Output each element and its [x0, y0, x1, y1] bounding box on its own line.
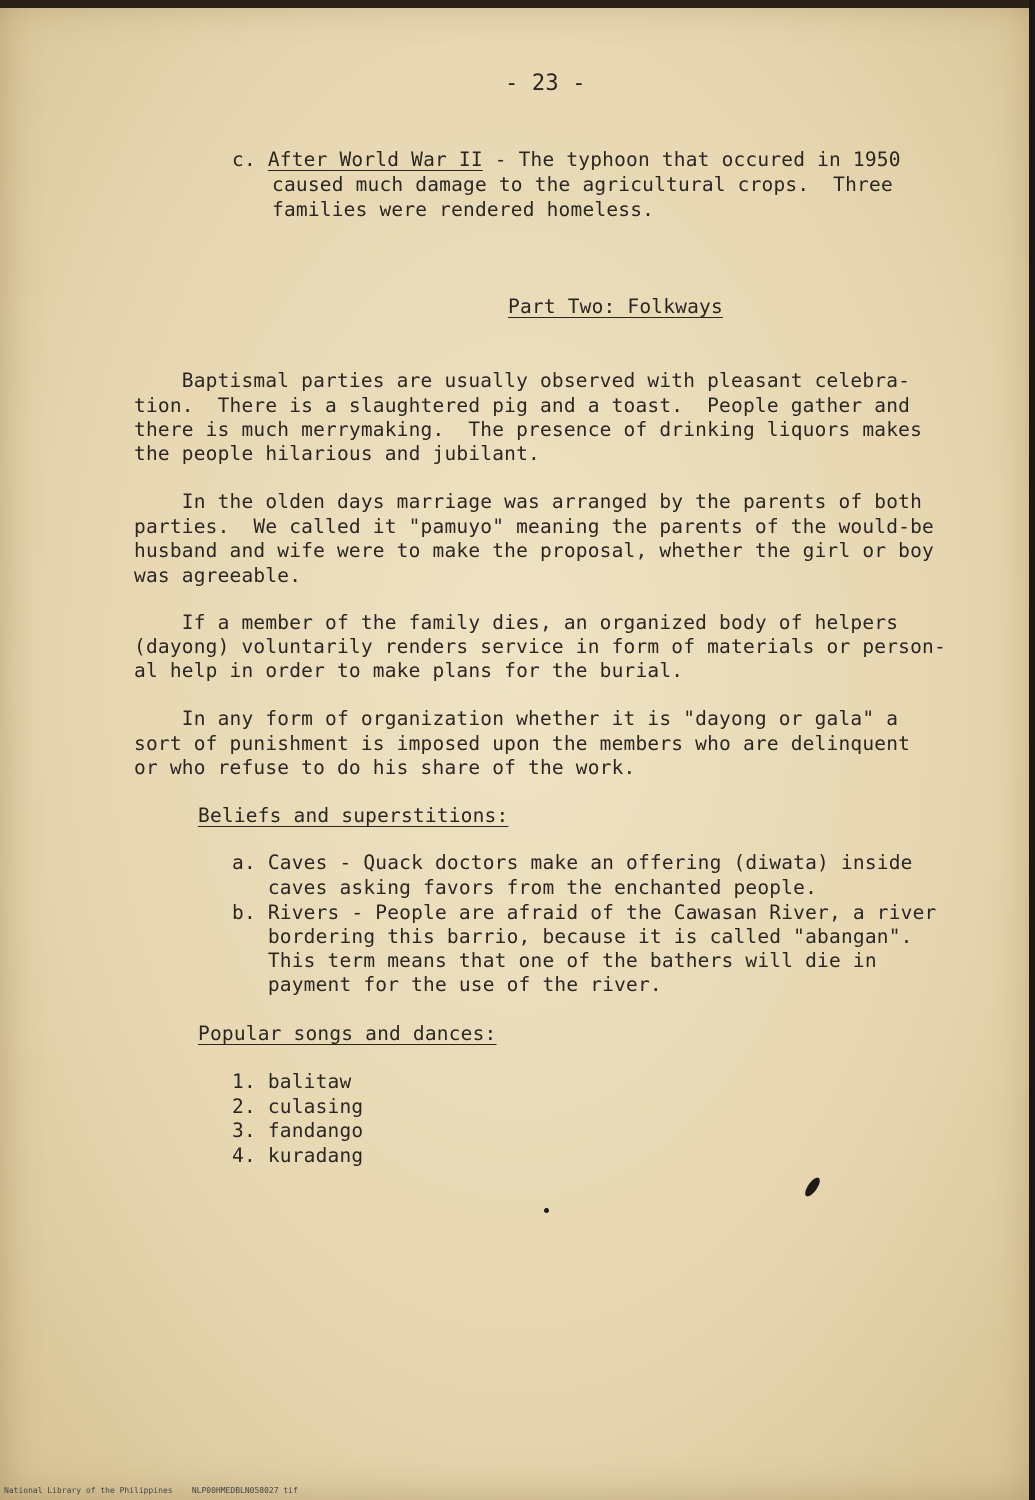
paragraph-2-line-1: In the olden days marriage was arranged by the parents of both: [134, 490, 923, 513]
paragraph-2-line-4: was agreeable.: [134, 564, 302, 587]
paragraph-1-line-2: tion. There is a slaughtered pig and a toast. People gather and: [134, 394, 911, 417]
scan-edge-top: [0, 0, 1035, 8]
paragraph-4-line-2: sort of punishment is imposed upon the members who are delinquent: [134, 732, 911, 755]
paragraph-4-line-1: In any form of organization whether it is "dayong or gala" a: [134, 707, 899, 730]
song-item-1: 1. balitaw: [232, 1070, 352, 1093]
ink-smudge: [803, 1175, 823, 1198]
paragraph-3-line-1: If a member of the family dies, an organized body of helpers: [134, 611, 899, 634]
paragraph-1-line-4: the people hilarious and jubilant.: [134, 442, 540, 465]
songs-heading: Popular songs and dances:: [198, 1022, 497, 1045]
paragraph-3-line-2: (dayong) voluntarily renders service in form of materials or person-: [134, 635, 946, 658]
section-c-label: c.: [232, 148, 256, 171]
song-item-3: 3. fandango: [232, 1119, 364, 1142]
section-c-line-3: families were rendered homeless.: [272, 198, 655, 221]
belief-b-line-4: payment for the use of the river.: [232, 973, 662, 996]
section-c-heading: After World War II: [267, 148, 483, 171]
song-item-4: 4. kuradang: [232, 1144, 364, 1167]
section-c: [232, 148, 901, 173]
paragraph-1-line-1: Baptismal parties are usually observed with pleasant celebra-: [134, 369, 911, 392]
section-c-line-1: - The typhoon that occured in 1950: [482, 148, 901, 171]
beliefs-heading: Beliefs and superstitions:: [198, 804, 509, 827]
belief-b-line-2: bordering this barrio, because it is called "abangan".: [232, 925, 913, 948]
ink-dot: [544, 1208, 549, 1213]
part-title: Part Two: Folkways: [508, 295, 723, 318]
belief-b-line-3: This term means that one of the bathers will die in: [232, 949, 877, 972]
paragraph-3-line-3: al help in order to make plans for the burial.: [134, 659, 684, 682]
scan-edge-right: [1029, 0, 1035, 1500]
belief-a-line-2: caves asking favors from the enchanted people.: [232, 876, 818, 899]
paragraph-2-line-3: husband and wife were to make the proposal, whether the girl or boy: [134, 539, 934, 562]
page-number: - 23 -: [505, 71, 586, 96]
paragraph-1-line-3: there is much merrymaking. The presence of drinking liquors makes: [134, 418, 923, 441]
paragraph-4-line-3: or who refuse to do his share of the work.: [134, 756, 636, 779]
belief-b-line-1: b. Rivers - People are afraid of the Cawasan River, a river: [232, 901, 937, 924]
song-item-2: 2. culasing: [232, 1095, 364, 1118]
section-c-line-2: caused much damage to the agricultural crops. Three: [272, 173, 893, 196]
scan-footer: National Library of the Philippines NLP00HMEDBLN058027 tif: [4, 1486, 298, 1495]
paragraph-2-line-2: parties. We called it "pamuyo" meaning the parents of the would-be: [134, 515, 934, 538]
belief-a-line-1: a. Caves - Quack doctors make an offering (diwata) inside: [232, 851, 913, 874]
